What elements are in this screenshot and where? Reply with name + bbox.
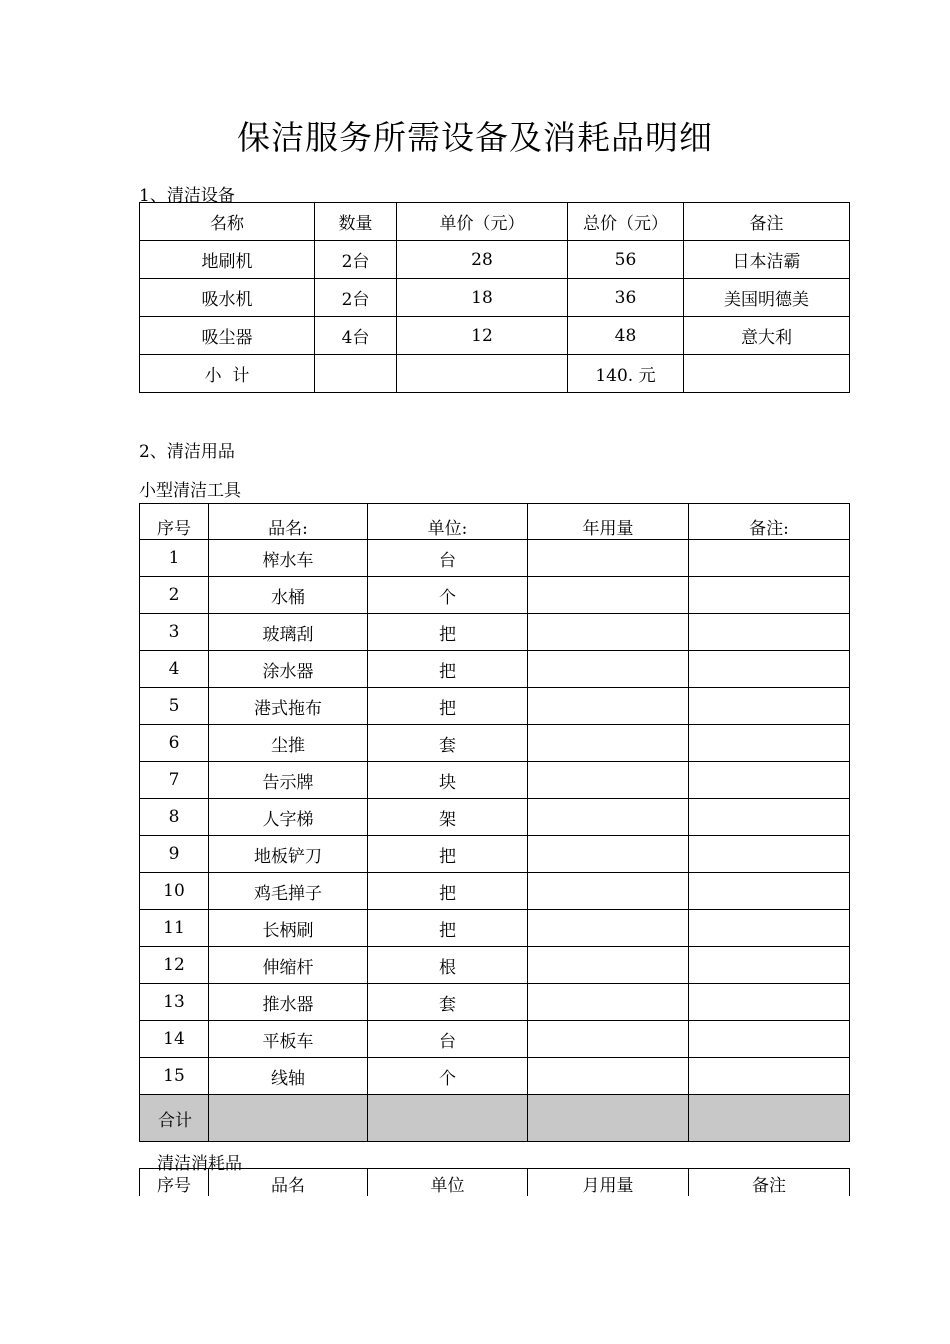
cell-item-name: 线轴 [209,1058,368,1095]
cell-annual-usage [528,873,689,910]
section-equipment-label: 1、清洁设备 [139,186,235,206]
section-small-tools-label: 小型清洁工具 [139,481,241,501]
table-row [140,1058,850,1095]
cell-index: 3 [140,614,209,651]
cell-name: 吸尘器 [140,317,315,355]
cell-item-name: 告示牌 [209,762,368,799]
cell-item-name: 鸡毛掸子 [209,873,368,910]
cell-quantity: 2台 [315,241,397,279]
cell-remark [689,836,850,873]
cell-total-price: 56 [568,241,684,279]
cell-remark: 意大利 [684,317,850,355]
header-unit: 单位: [368,504,528,540]
subtotal-unit-price [397,355,568,393]
header-total-price: 总价（元） [568,203,684,241]
cell-index: 15 [140,1058,209,1095]
table-row [140,279,850,317]
subtotal-total: 140. 元 [568,355,684,393]
cell-quantity: 4台 [315,317,397,355]
table-row [140,614,850,651]
small-tools-table [139,503,850,1142]
section-consumables-label: 清洁消耗品 [157,1154,242,1174]
header-index: 序号 [140,504,209,540]
cell-annual-usage [528,1058,689,1095]
table-row [140,762,850,799]
cell-index: 4 [140,651,209,688]
cell-name: 吸水机 [140,279,315,317]
table-row [140,910,850,947]
header-unit: 单位 [368,1169,528,1197]
subtotal-remark [684,355,850,393]
cell-remark [689,688,850,725]
cell-remark [689,577,850,614]
total-cell [209,1095,368,1142]
cell-index: 5 [140,688,209,725]
cell-remark [689,947,850,984]
cell-item-name: 涂水器 [209,651,368,688]
table-row [140,725,850,762]
small-tools-rows [140,540,850,1095]
cell-remark: 日本洁霸 [684,241,850,279]
table-row [140,984,850,1021]
cell-index: 8 [140,799,209,836]
total-cell [689,1095,850,1142]
cell-remark: 美国明德美 [684,279,850,317]
cell-quantity: 2台 [315,279,397,317]
cell-unit: 把 [368,873,528,910]
subtotal-quantity [315,355,397,393]
table-row [140,577,850,614]
cell-annual-usage [528,1021,689,1058]
consumables-table [139,1168,850,1196]
cell-item-name: 尘推 [209,725,368,762]
table-row [140,540,850,577]
cell-total-price: 36 [568,279,684,317]
header-quantity: 数量 [315,203,397,241]
table-row [140,241,850,279]
cell-annual-usage [528,762,689,799]
cell-unit: 把 [368,836,528,873]
cell-index: 9 [140,836,209,873]
cell-remark [689,1058,850,1095]
cell-unit: 个 [368,577,528,614]
section-supplies-label: 2、清洁用品 [139,442,235,462]
cell-annual-usage [528,799,689,836]
total-row [140,1095,850,1142]
cell-index: 10 [140,873,209,910]
subtotal-row [140,355,850,393]
cell-index: 13 [140,984,209,1021]
cell-item-name: 玻璃刮 [209,614,368,651]
header-index: 序号 [140,1169,209,1197]
cell-unit: 把 [368,688,528,725]
page-title: 保洁服务所需设备及消耗品明细 [237,118,713,157]
table-header-row [140,1169,850,1197]
header-name: 名称 [140,203,315,241]
header-item-name: 品名: [209,504,368,540]
cell-item-name: 榨水车 [209,540,368,577]
cell-unit: 套 [368,984,528,1021]
cell-annual-usage [528,947,689,984]
cell-annual-usage [528,836,689,873]
table-row [140,799,850,836]
equipment-table [139,202,850,393]
table-header-row [140,203,850,241]
cell-unit-price: 18 [397,279,568,317]
cell-unit: 架 [368,799,528,836]
cell-item-name: 长柄刷 [209,910,368,947]
cell-index: 6 [140,725,209,762]
cell-item-name: 推水器 [209,984,368,1021]
cell-remark [689,910,850,947]
header-item-name: 品名 [209,1169,368,1197]
header-remark: 备注: [689,504,850,540]
cell-index: 12 [140,947,209,984]
table-row [140,836,850,873]
cell-annual-usage [528,725,689,762]
cell-annual-usage [528,984,689,1021]
cell-total-price: 48 [568,317,684,355]
cell-remark [689,873,850,910]
cell-item-name: 平板车 [209,1021,368,1058]
cell-remark [689,1021,850,1058]
cell-annual-usage [528,540,689,577]
table-row [140,947,850,984]
cell-item-name: 伸缩杆 [209,947,368,984]
subtotal-label: 小 计 [140,355,315,393]
cell-item-name: 水桶 [209,577,368,614]
total-cell [528,1095,689,1142]
total-label: 合计 [140,1095,209,1142]
table-row [140,688,850,725]
cell-unit: 把 [368,614,528,651]
cell-item-name: 港式拖布 [209,688,368,725]
cell-index: 7 [140,762,209,799]
cell-item-name: 地板铲刀 [209,836,368,873]
cell-remark [689,799,850,836]
cell-unit: 台 [368,1021,528,1058]
cell-unit: 根 [368,947,528,984]
cell-annual-usage [528,614,689,651]
cell-unit-price: 28 [397,241,568,279]
table-row [140,651,850,688]
cell-unit-price: 12 [397,317,568,355]
cell-remark [689,651,850,688]
cell-unit: 个 [368,1058,528,1095]
cell-remark [689,762,850,799]
cell-index: 2 [140,577,209,614]
total-cell [368,1095,528,1142]
table-row [140,873,850,910]
cell-remark [689,984,850,1021]
cell-annual-usage [528,577,689,614]
table-row [140,1021,850,1058]
cell-unit: 块 [368,762,528,799]
cell-unit: 台 [368,540,528,577]
cell-name: 地刷机 [140,241,315,279]
header-monthly-usage: 月用量 [528,1169,689,1197]
cell-index: 11 [140,910,209,947]
cell-annual-usage [528,910,689,947]
cell-remark [689,725,850,762]
cell-unit: 把 [368,651,528,688]
table-header-row [140,504,850,540]
cell-annual-usage [528,688,689,725]
header-unit-price: 单价（元） [397,203,568,241]
cell-annual-usage [528,651,689,688]
header-annual-usage: 年用量 [528,504,689,540]
header-remark: 备注 [689,1169,850,1197]
cell-item-name: 人字梯 [209,799,368,836]
cell-index: 1 [140,540,209,577]
cell-unit: 套 [368,725,528,762]
cell-remark [689,614,850,651]
cell-unit: 把 [368,910,528,947]
cell-remark [689,540,850,577]
cell-index: 14 [140,1021,209,1058]
table-row [140,317,850,355]
header-remark: 备注 [684,203,850,241]
